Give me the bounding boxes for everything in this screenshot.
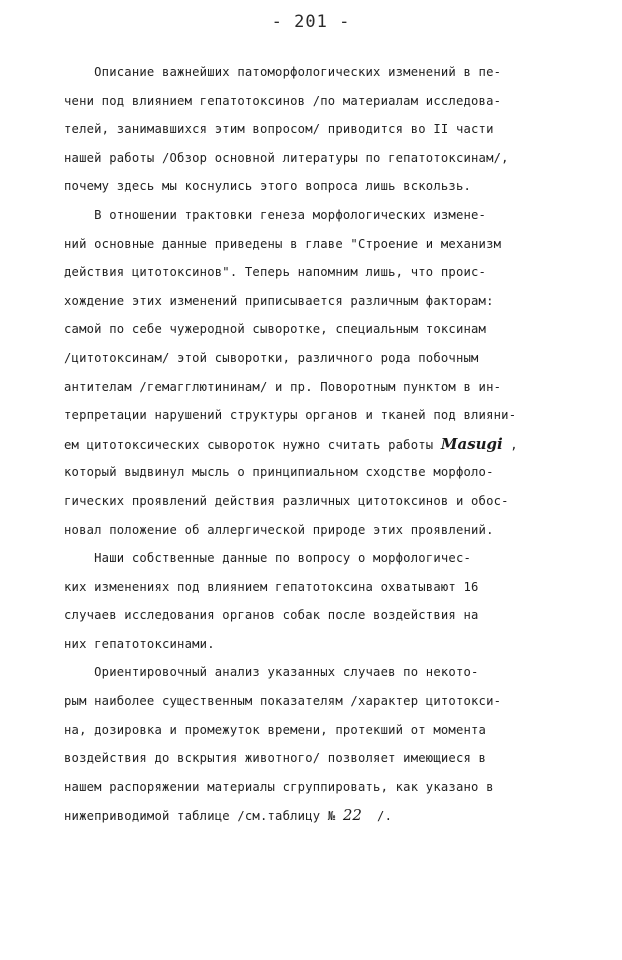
text-line: рым наиболее существенным показателям /характер цитотокси- [64, 694, 502, 709]
text-line: гических проявлений действия различных цитотоксинов и обос- [64, 493, 509, 508]
paragraph-4 [64, 658, 584, 830]
text-line: ний основные данные приведены в главе "Строение и механизм [64, 236, 502, 251]
text-line: /цитотоксинам/ этой сыворотки, различного рода побочным [64, 350, 479, 365]
page-number: - 201 - [271, 12, 351, 32]
text-line: самой по себе чужеродной сыворотке, специальным токсинам [64, 322, 487, 337]
text-line: В отношении трактовки генеза морфологических измене- [64, 207, 487, 222]
text-line: случаев исследования органов собак после воздействия на [64, 608, 479, 623]
text-line: воздействия до вскрытия животного/ позволяет имеющиеся в [64, 751, 487, 766]
text-line: ких изменениях под влиянием гепатотоксина охватывают 16 [64, 579, 479, 594]
text-segment: , [502, 437, 518, 452]
text-line: чени под влиянием гепатотоксинов /по материалам исследова- [64, 93, 502, 108]
text-segment: ем цитотоксических сывороток нужно считать работы [64, 437, 441, 452]
body-text [64, 58, 584, 830]
paragraph-3 [64, 544, 584, 658]
text-line: терпретации нарушений структуры органов и тканей под влияни- [64, 408, 517, 423]
text-line: них гепатотоксинами. [64, 636, 215, 651]
text-segment: /. [361, 809, 393, 824]
text-line: хождение этих изменений приписывается различным факторам: [64, 293, 494, 308]
text-line-with-table-ref [64, 801, 584, 830]
text-line: почему здесь мы коснулись этого вопроса лишь вскользь. [64, 179, 472, 194]
text-line: Ориентировочный анализ указанных случаев по некото- [64, 665, 479, 680]
text-line: Описание важнейших патоморфологических изменений в пе- [64, 65, 502, 79]
text-line: антителам /гемагглютининам/ и пр. Поворотным пунктом в ин- [64, 379, 502, 394]
text-line: Наши собственные данные по вопросу о морфологичес- [64, 551, 472, 566]
author-name-handwritten: Masugi [440, 434, 503, 453]
text-line: на, дозировка и промежуток времени, протекший от момента [64, 722, 487, 737]
paragraph-1 [64, 58, 584, 201]
text-line: телей, занимавшихся этим вопросом/ приводится во II части [64, 122, 494, 137]
paragraph-2 [64, 201, 584, 544]
text-line: действия цитотоксинов". Теперь напомним лишь, что проис- [64, 265, 487, 280]
text-line: новал положение об аллергической природе этих проявлений. [64, 522, 494, 537]
table-number-handwritten: 22 [342, 806, 362, 825]
text-line: нашем распоряжении материалы сгруппировать, как указано в [64, 779, 494, 794]
text-line: который выдвинул мысль о принципиальном сходстве морфоло- [64, 465, 494, 480]
text-line: нашей работы /Обзор основной литературы по гепатотоксинам/, [64, 150, 509, 165]
text-line-with-author [64, 430, 584, 459]
text-segment: нижеприводимой таблице /см.таблицу № [64, 809, 343, 824]
